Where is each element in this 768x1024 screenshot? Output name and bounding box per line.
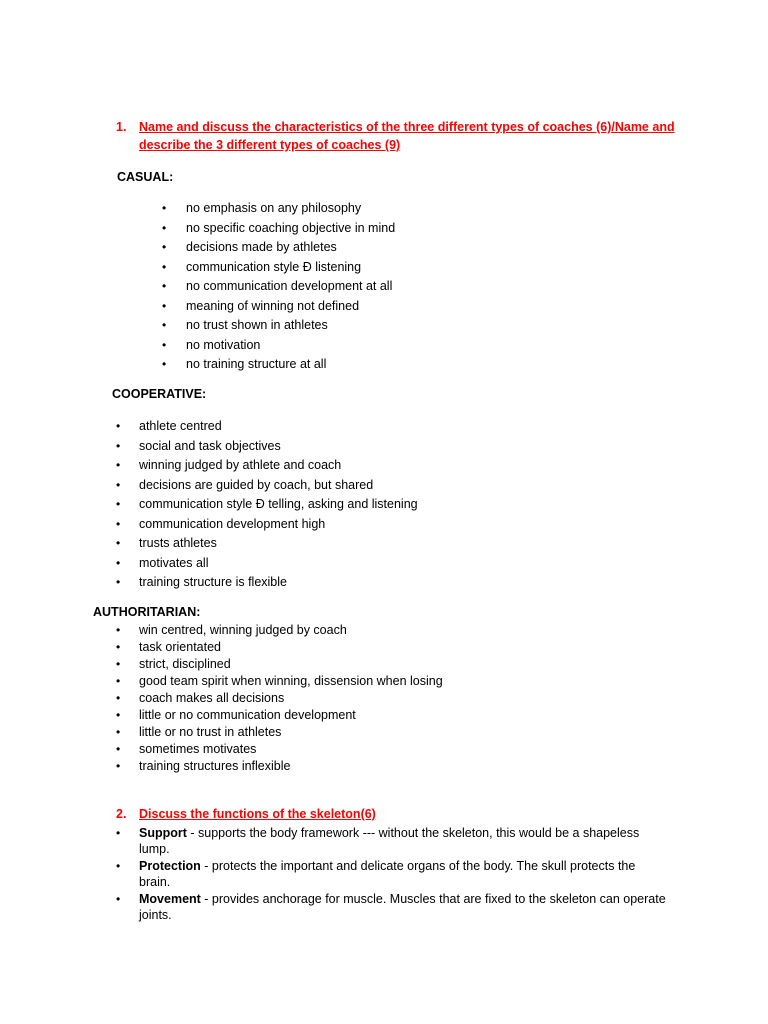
list-item: good team spirit when winning, dissension when losing — [139, 674, 443, 688]
bullet-icon: • — [116, 555, 121, 570]
skeleton-function-item — [139, 891, 669, 923]
bullet-icon: • — [116, 640, 121, 654]
list-item: no trust shown in athletes — [186, 318, 328, 332]
list-item: no emphasis on any philosophy — [186, 201, 362, 215]
function-description: - provides anchorage for muscle. Muscles that are fixed to the skeleton can operate joints. — [139, 892, 666, 922]
bullet-icon: • — [116, 623, 121, 637]
cooperative-heading: COOPERATIVE: — [112, 387, 207, 401]
bullet-icon: • — [162, 201, 167, 215]
list-item: athlete centred — [139, 419, 222, 433]
question-1-title-line-2: describe the 3 different types of coaches (9) — [139, 138, 401, 152]
list-item: training structures inflexible — [139, 759, 291, 773]
function-description: - supports the body framework --- without the skeleton, this would be a shapeless lump. — [139, 826, 640, 856]
list-item: communication style Ð telling, asking and listening — [139, 497, 418, 511]
list-item: meaning of winning not defined — [186, 298, 360, 313]
list-item: strict, disciplined — [139, 657, 231, 671]
list-item: decisions are guided by coach, but shared — [139, 477, 374, 492]
bullet-icon: • — [116, 516, 121, 531]
question-2-number: 2. — [116, 807, 127, 821]
list-item: win centred, winning judged by coach — [139, 623, 347, 637]
list-item: little or no communication development — [139, 708, 356, 722]
bullet-icon: • — [116, 742, 121, 756]
function-term: Movement — [139, 892, 201, 906]
question-1-number: 1. — [116, 120, 127, 134]
bullet-icon: • — [116, 859, 121, 873]
list-item: coach makes all decisions — [139, 691, 285, 705]
skeleton-function-item — [139, 858, 669, 890]
question-1-title-line-1: Name and discuss the characteristics of the three different types of coaches (6)/Name and — [139, 120, 675, 134]
bullet-icon: • — [162, 318, 167, 332]
bullet-icon: • — [116, 438, 121, 453]
list-item: little or no trust in athletes — [139, 725, 282, 739]
list-item: sometimes motivates — [139, 742, 257, 756]
bullet-icon: • — [116, 419, 121, 433]
list-item: no motivation — [186, 337, 261, 352]
bullet-icon: • — [116, 657, 121, 671]
bullet-icon: • — [162, 220, 167, 235]
bullet-icon: • — [116, 708, 121, 722]
bullet-icon: • — [116, 477, 121, 492]
bullet-icon: • — [162, 259, 167, 274]
bullet-icon: • — [162, 337, 167, 352]
list-item: communication development high — [139, 516, 326, 531]
function-term: Support — [139, 826, 187, 840]
authoritarian-heading: AUTHORITARIAN: — [93, 605, 201, 619]
bullet-icon: • — [116, 759, 121, 773]
list-item: social and task objectives — [139, 438, 281, 453]
bullet-icon: • — [116, 725, 121, 739]
list-item: no communication development at all — [186, 279, 393, 293]
bullet-icon: • — [162, 357, 167, 371]
bullet-icon: • — [162, 298, 167, 313]
list-item: winning judged by athlete and coach — [139, 458, 342, 472]
list-item: communication style Ð listening — [186, 259, 362, 274]
skeleton-function-item — [139, 825, 669, 857]
list-item: training structure is flexible — [139, 575, 287, 589]
function-term: Protection — [139, 859, 201, 873]
list-item: no training structure at all — [186, 357, 327, 371]
bullet-icon: • — [116, 536, 121, 550]
function-description: - protects the important and delicate organs of the body. The skull protects the brain. — [139, 859, 636, 889]
casual-heading: CASUAL: — [117, 170, 174, 184]
list-item: decisions made by athletes — [186, 240, 337, 254]
bullet-icon: • — [116, 674, 121, 688]
list-item: task orientated — [139, 640, 221, 654]
bullet-icon: • — [116, 497, 121, 511]
bullet-icon: • — [116, 892, 121, 906]
bullet-icon: • — [116, 691, 121, 705]
bullet-icon: • — [116, 826, 121, 840]
bullet-icon: • — [116, 575, 121, 589]
list-item: motivates all — [139, 555, 209, 570]
bullet-icon: • — [162, 279, 167, 293]
bullet-icon: • — [162, 240, 167, 254]
list-item: no specific coaching objective in mind — [186, 220, 396, 235]
bullet-icon: • — [116, 458, 121, 472]
list-item: trusts athletes — [139, 536, 217, 550]
question-2-title: Discuss the functions of the skeleton(6) — [139, 807, 376, 821]
